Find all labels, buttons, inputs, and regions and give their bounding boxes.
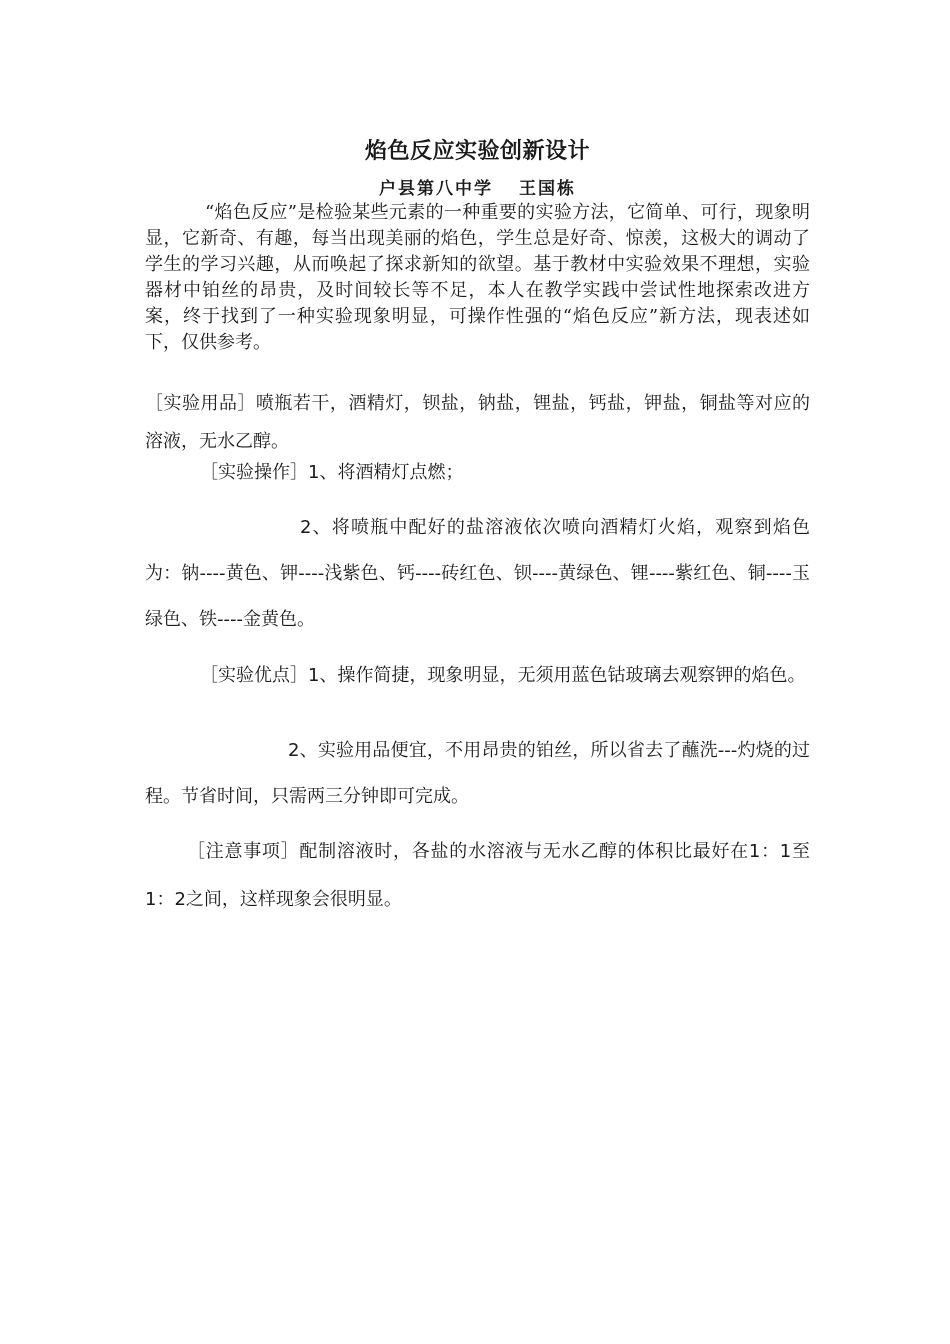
materials-paragraph: ［实验用品］喷瓶若干，酒精灯，钡盐，钠盐，锂盐，钙盐，钾盐，铜盐等对应的溶液，无水乙醇。 [145,393,810,452]
operation-step-2: 2、将喷瓶中配好的盐溶液依次喷向酒精灯火焰，观察到焰色为：钠----黄色、钾----浅紫色、钙----砖红色、钡----黄绿色、锂----紫红色、铜----玉绿色、铁----金黄色。 [145,517,810,630]
advantage-2: 2、实验用品便宜，不用昂贵的铂丝，所以省去了蘸洗---灼烧的过程。节省时间，只需两三分钟即可完成。 [145,740,810,807]
notes-paragraph: ［注意事项］配制溶液时，各盐的水溶液与无水乙醇的体积比最好在1：1至1：2之间，这样现象会很明显。 [145,841,810,910]
intro-paragraph: “焰色反应”是检验某些元素的一种重要的实验方法，它简单、可行，现象明显，它新奇、有趣，每当出现美丽的焰色，学生总是好奇、惊羡，这极大的调动了学生的学习兴趣，从而唤起了探求新知的欲望。基于教材中实验效果不理想，实验器材中铂丝的昂贵，及时间较长等不足，本人在教学实践中尝试性地探索改进方案，终于找到了一种实验现象明显，可操作性强的“焰色反应”新方法，现表述如下，仅供参考。 [145,202,810,353]
author-school: 户县第八中学 [379,179,493,199]
document-title: 焰色反应实验创新设计 [364,139,590,164]
author-line [145,174,810,199]
operation-step-1: ［实验操作］1、将酒精灯点燃； [200,462,464,483]
advantage-1: ［实验优点］1、操作简捷，现象明显，无须用蓝色钴玻璃去观察钾的焰色。 [200,665,806,686]
author-name: 王国栋 [519,179,576,199]
